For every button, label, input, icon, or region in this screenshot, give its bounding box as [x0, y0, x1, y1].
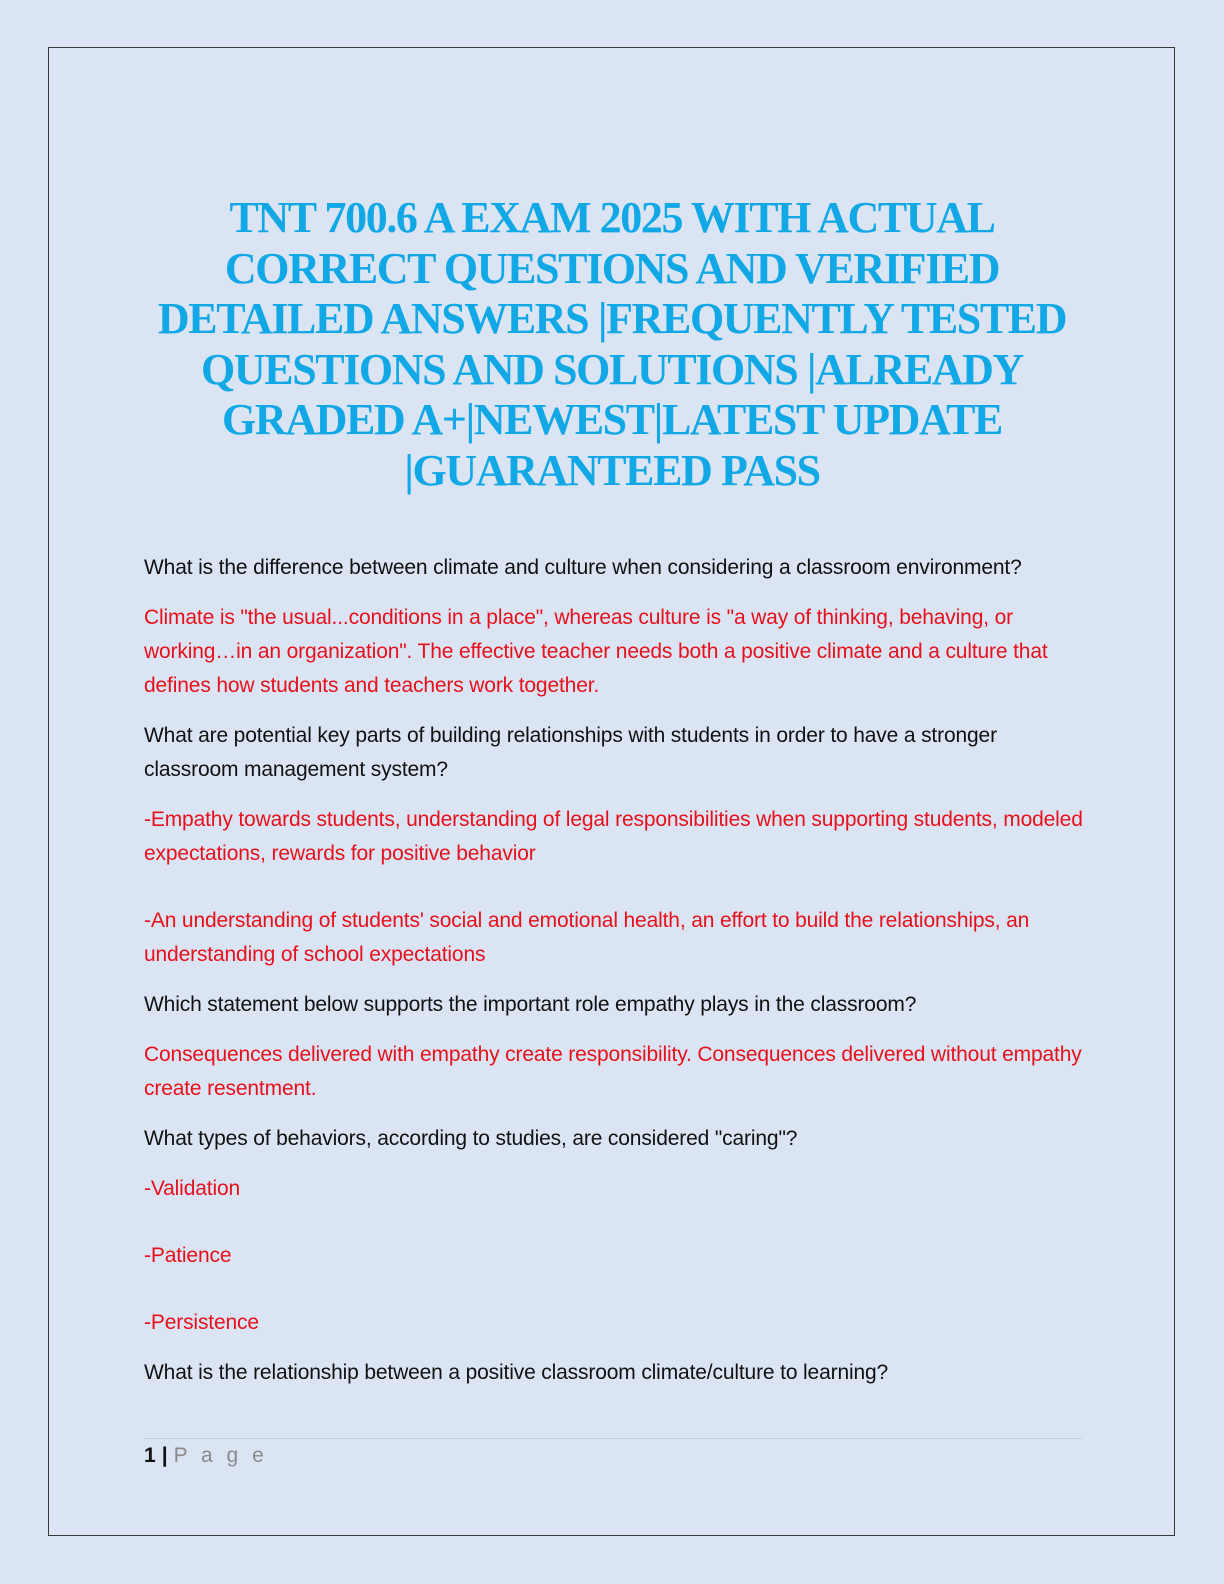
answer-1-line-1: Climate is "the usual...conditions in a place", whereas culture is "a way of thinking, behaving, or working…in an organization". The effective teacher needs both a positive climate and a culture that defines how students and teachers work together. — [144, 606, 1048, 697]
answer-4-line-2: -Patience — [144, 1244, 232, 1267]
answer-4 — [144, 1172, 1084, 1340]
answer-gap — [144, 871, 1084, 904]
answer-gap — [144, 1206, 1084, 1239]
page-footer — [144, 1438, 1082, 1473]
question-2: What are potential key parts of building relationships with students in order to have a stronger classroom management system? — [144, 724, 997, 781]
answer-gap — [144, 1273, 1084, 1306]
page-word: P a g e — [173, 1444, 268, 1467]
qa-content — [144, 551, 1084, 1406]
answer-3-line-1: Consequences delivered with empathy create responsibility. Consequences delivered without empathy create resentment. — [144, 1043, 1082, 1100]
answer-2 — [144, 803, 1084, 972]
question-3: Which statement below supports the important role empathy plays in the classroom? — [144, 993, 917, 1016]
answer-2-line-2: -An understanding of students' social and emotional health, an effort to build the relationships, an understanding of school expectations — [144, 909, 1030, 966]
question-4: What types of behaviors, according to studies, are considered "caring"? — [144, 1127, 798, 1150]
question-5: What is the relationship between a positive classroom climate/culture to learning? — [144, 1361, 889, 1384]
answer-4-line-1: -Validation — [144, 1177, 241, 1200]
answer-4-line-3: -Persistence — [144, 1311, 259, 1334]
page-number: 1 — [144, 1444, 156, 1467]
answer-1 — [144, 601, 1084, 703]
footer-separator: | — [161, 1444, 168, 1467]
question-1: What is the difference between climate and culture when considering a classroom environment? — [144, 556, 1022, 579]
answer-3 — [144, 1038, 1084, 1106]
document-title: TNT 700.6 A EXAM 2025 WITH ACTUAL CORRECT QUESTIONS AND VERIFIED DETAILED ANSWERS |FREQUENTLY TESTED QUESTIONS AND SOLUTIONS |ALREADY GRADED A+|NEWEST|LATEST UPDATE |GUARANTEED PASS — [157, 193, 1067, 495]
answer-2-line-1: -Empathy towards students, understanding of legal responsibilities when supporting students, modeled expectations, rewards for positive behavior — [144, 808, 1083, 865]
